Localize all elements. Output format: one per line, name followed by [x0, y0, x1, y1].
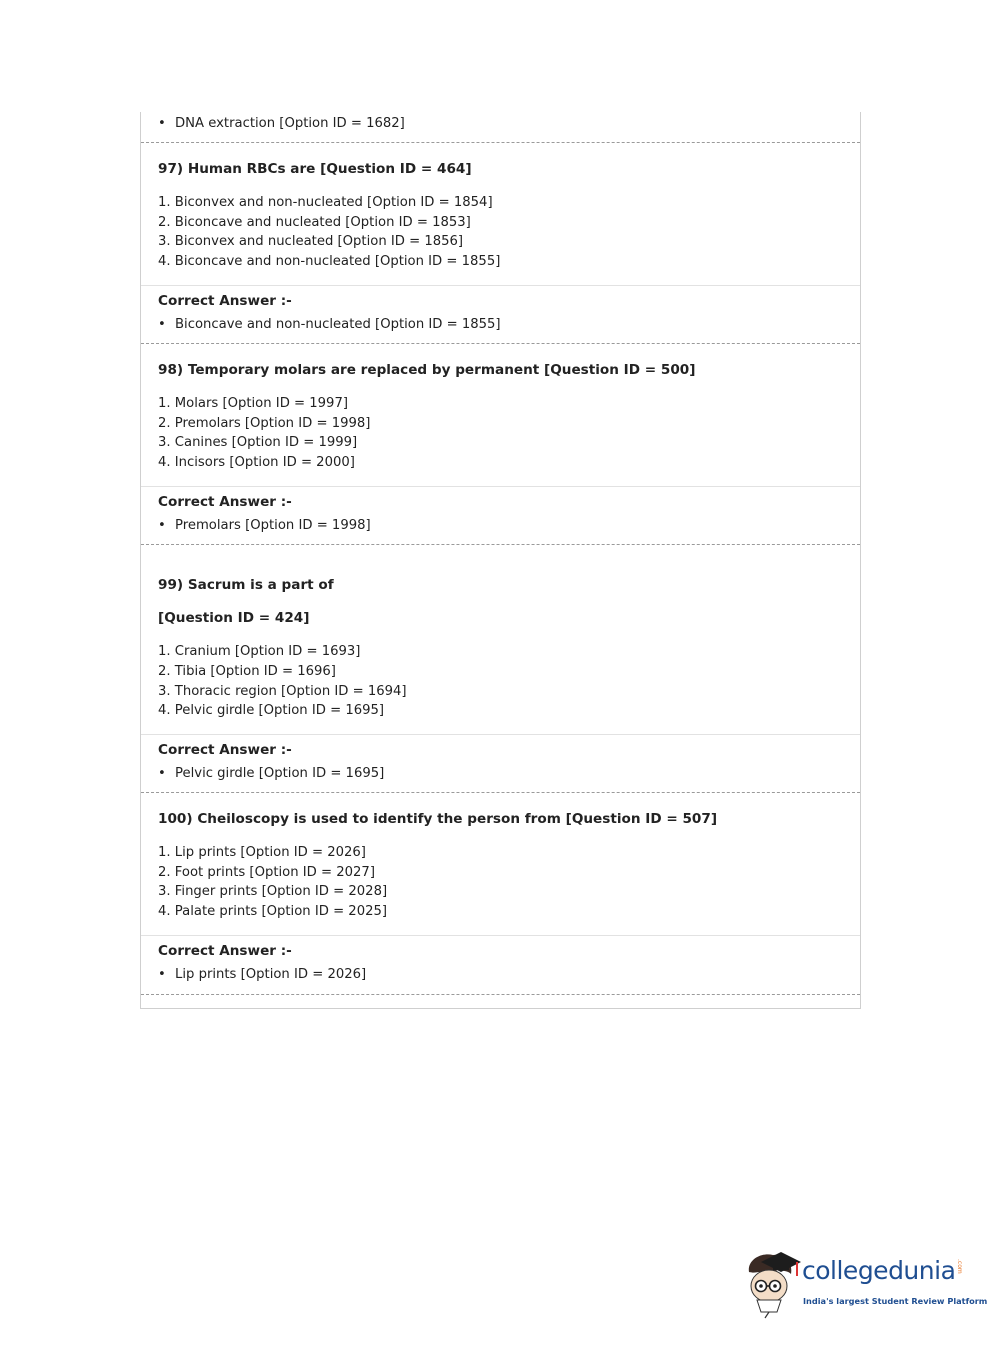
question-97-answer: • Biconcave and non-nucleated [Option ID = 1855] — [175, 315, 501, 335]
logo-tagline: India's largest Student Review Platform — [803, 1296, 988, 1306]
divider — [141, 142, 860, 143]
question-97-title: 97) Human RBCs are [Question ID = 464] — [158, 161, 472, 177]
question-97-answer-label: Correct Answer :- — [158, 293, 292, 309]
question-97-option-4: 4. Biconcave and non-nucleated [Option ID = 1855] — [158, 254, 501, 269]
question-100-answer: • Lip prints [Option ID = 2026] — [175, 965, 366, 985]
question-99-option-3: 3. Thoracic region [Option ID = 1694] — [158, 684, 407, 699]
mascot-icon — [743, 1250, 801, 1320]
divider — [141, 343, 860, 344]
divider — [141, 486, 860, 487]
question-97-option-1: 1. Biconvex and non-nucleated [Option ID = 1854] — [158, 195, 493, 210]
question-100-option-4: 4. Palate prints [Option ID = 2025] — [158, 904, 388, 919]
question-99-title-id: [Question ID = 424] — [158, 610, 310, 626]
divider — [141, 544, 860, 545]
divider — [141, 734, 860, 735]
question-98-title: 98) Temporary molars are replaced by permanent [Question ID = 500] — [158, 362, 696, 378]
question-97-option-2: 2. Biconcave and nucleated [Option ID = 1853] — [158, 215, 471, 230]
question-99-title: 99) Sacrum is a part of — [158, 577, 334, 593]
question-98-option-3: 3. Canines [Option ID = 1999] — [158, 435, 358, 450]
question-99-option-4: 4. Pelvic girdle [Option ID = 1695] — [158, 703, 385, 718]
logo-wordmark: collegedunia — [802, 1256, 956, 1285]
divider — [141, 792, 860, 793]
collegedunia-logo — [743, 1250, 988, 1320]
question-99-answer-label: Correct Answer :- — [158, 742, 292, 758]
question-100-option-3: 3. Finger prints [Option ID = 2028] — [158, 884, 388, 899]
question-97-option-3: 3. Biconvex and nucleated [Option ID = 1856] — [158, 234, 464, 249]
question-100-option-2: 2. Foot prints [Option ID = 2027] — [158, 865, 375, 880]
divider — [141, 935, 860, 936]
divider — [141, 994, 860, 995]
question-paper-sheet — [140, 112, 861, 1009]
question-98-option-1: 1. Molars [Option ID = 1997] — [158, 396, 348, 411]
question-100-title: 100) Cheiloscopy is used to identify the person from [Question ID = 507] — [158, 811, 718, 827]
question-99-option-1: 1. Cranium [Option ID = 1693] — [158, 644, 361, 659]
prev-answer-bullet: • DNA extraction [Option ID = 1682] — [175, 114, 405, 134]
question-98-answer-label: Correct Answer :- — [158, 494, 292, 510]
question-98-option-4: 4. Incisors [Option ID = 2000] — [158, 455, 355, 470]
question-99-answer: • Pelvic girdle [Option ID = 1695] — [175, 764, 384, 784]
question-98-answer: • Premolars [Option ID = 1998] — [175, 516, 371, 536]
divider — [141, 285, 860, 286]
logo-domain-suffix: .com — [956, 1259, 963, 1274]
question-100-option-1: 1. Lip prints [Option ID = 2026] — [158, 845, 366, 860]
question-98-option-2: 2. Premolars [Option ID = 1998] — [158, 416, 371, 431]
question-99-option-2: 2. Tibia [Option ID = 1696] — [158, 664, 336, 679]
question-100-answer-label: Correct Answer :- — [158, 943, 292, 959]
